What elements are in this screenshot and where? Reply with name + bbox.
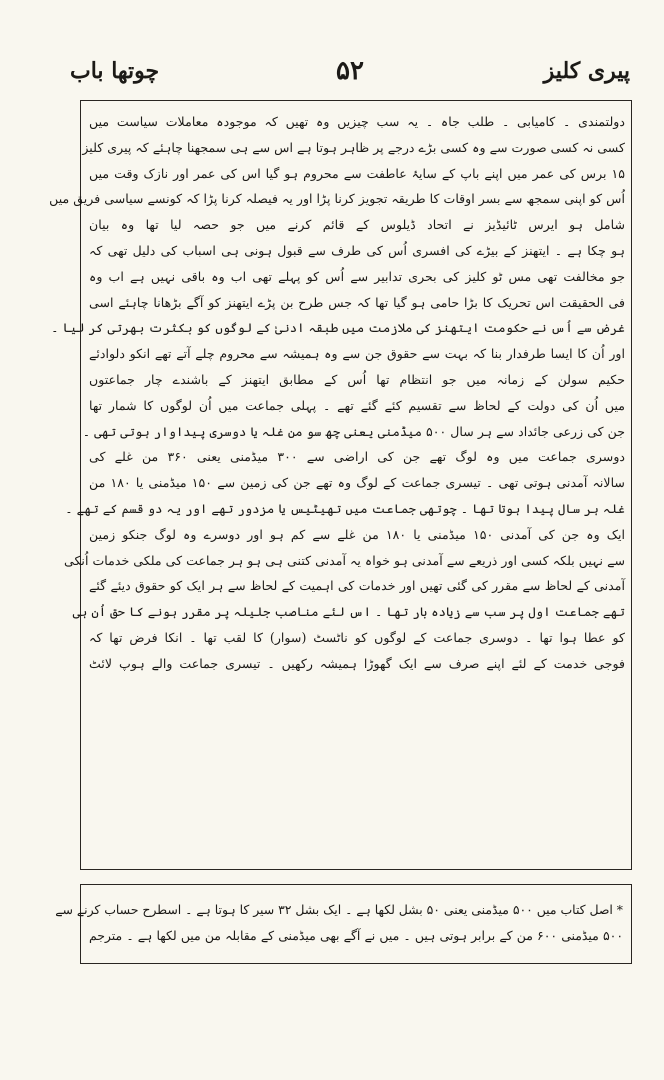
text-line: غرض سے اُس نے حکومت ایتھنز کی ملازمت میں طبقہ ادنیٰ کے لوگوں کو بکثرت بھرتی کر لیا ۔ [51, 320, 625, 336]
text-line: سالانہ آمدنی ہوتی تھی ۔ تیسری جماعت کے لوگ وہ تھے جن کی زمین سے ۱۵۰ میڈمنی یا ۱۸۰ من [89, 475, 625, 491]
text-line: ہو چکا ہے ۔ ایتھنز کے بیڑے کی افسری اُس کی طرف سے قبول ہونی ہی اسباب کی دلیل تھی کہ [89, 242, 625, 258]
text-line: میں اُن کی دولت کے لحاظ سے تقسیم کئے گئے تھے ۔ پہلی جماعت میں اُن لوگوں کا شمار تھا [89, 397, 625, 413]
text-line: ۱۵ برس کی عمر میں اپنے باپ کے سایۂ عاطفت سے محروم ہو گیا اس کی عمر اور نازک وقت میں [89, 165, 625, 181]
text-line: حکیم سولن کے زمانہ میں جو انتظام تھا اُس کے مطابق ایتھنز کے باشندے چار جماعتوں [89, 371, 625, 387]
text-line: کو عطا ہوا تھا ۔ دوسری جماعت کے لوگوں کو ناٹسٹ (سوار) کا لقب تھا ۔ انکا فرض تھا کہ [89, 629, 625, 645]
text-line: اور اُن کا ایسا طرفدار بنا کہ بہت سے حقوق جن سے وہ ہمیشہ سے محروم چلے آتے تھے انکو دلوادئے [89, 346, 625, 362]
text-line: کسی نہ کسی صورت سے وہ کسی بڑے درجے پر ظاہر ہوتا ہے اس سے ہی سمجھنا چاہئے کہ پیری کلیز [82, 139, 625, 155]
text-line: فوجی خدمت کے لئے اپنے صرف سے ایک گھوڑا ہمیشہ رکھیں ۔ تیسری جماعت والے ہوپ لائٹ [89, 655, 625, 671]
text-line: ایک وہ جن کی آمدنی ۱۵۰ میڈمنی یا ۱۸۰ من غلے سے کم ہو اور دوسرے وہ لوگ جنکو زمین [89, 526, 625, 542]
text-line: جن کی زرعی جائداد سے ہر سال ۵۰۰ میڈمنی یعنی چھ سو من غلہ یا دوسری پیداوار ہوتی تھی ۔ [82, 423, 625, 439]
text-line: اُس کو اپنی سمجھ سے بسر اوقات کا طریقہ تجویز کرنا پڑا اور یہ فیصلہ کرنا پڑا کہ کونسے سیاسی فریق میں [49, 191, 625, 207]
footnote-line: * اصل کتاب میں ۵۰۰ میڈمنی یعنی ۵۰ بشل لکھا ہے ۔ ایک بشل ۳۲ سیر کا ہوتا ہے ۔ اسطرح حساب کرنے سے [55, 902, 623, 917]
text-line: دوسری جماعت میں وہ لوگ تھے جن کی اراضی سے ۳۰۰ میڈمنی یعنی ۳۶۰ من غلے کی [89, 449, 626, 465]
text-line: تھے جماعت اول پر سب سے زیادہ بار تھا ۔ اس لئے مناصب جلیلہ پر مقرر ہونے کا حق اُن ہی [72, 604, 625, 620]
text-line: شامل ہو ایرس ٹائیڈیز نے اتحاد ڈیلوس کے قائم کرنے میں جو حصہ لیا تھا وہ بیان [89, 217, 625, 233]
body-text [49, 109, 626, 677]
text-line: سے نہیں بلکہ کسی اور ذریعے سے آمدنی ہو خواہ یہ آمدنی کتنی ہی ہو ہر جماعت کی ملکی خدمات اُنکی [63, 552, 625, 568]
main-text-frame [49, 100, 632, 870]
text-line: جو مخالفت تھی مس ٹو کلیز کی بحری تدابیر سے اُس کو پہلے تھی اب وہ باقی نہیں ہے اب وہ [89, 268, 625, 284]
footnote-text [55, 897, 623, 949]
running-title: پیری کلیز [543, 58, 630, 84]
footnote-frame [55, 884, 632, 964]
text-line: فی الحقیقت اس تحریک کا بڑا حامی ہو گیا تھا کہ جس طرح بن پڑے ایتھنز کو آگے بڑھانا چاہئے اسی [89, 294, 625, 310]
text-line: آمدنی کے لحاظ سے مقرر کی گئی تھیں اور خدمات کی اہمیت کے لحاظ سے ہر ایک کو حقوق دیئے گئے [89, 578, 625, 594]
footnote-line: ۵۰۰ میڈمنی ۶۰۰ من کے برابر ہوتی ہیں ۔ میں نے آگے بھی میڈمنی کے مقابلہ من میں لکھا ہے ۔ مترجم [89, 928, 623, 943]
text-line: دولتمندی ۔ کامیابی ۔ طلب جاہ ۔ یہ سب چیزیں وہ تھیں کہ موجودہ معاملات سیاست میں [89, 114, 625, 129]
page-number: ۵۲ [336, 56, 364, 86]
chapter-heading: چوتھا باب [70, 58, 160, 84]
page-header [70, 58, 630, 92]
text-line: غلہ ہر سال پیدا ہوتا تھا ۔ چوتھی جماعت میں تھیٹیس یا مزدور تھے اور یہ دو قسم کے تھے ۔ [65, 500, 625, 516]
